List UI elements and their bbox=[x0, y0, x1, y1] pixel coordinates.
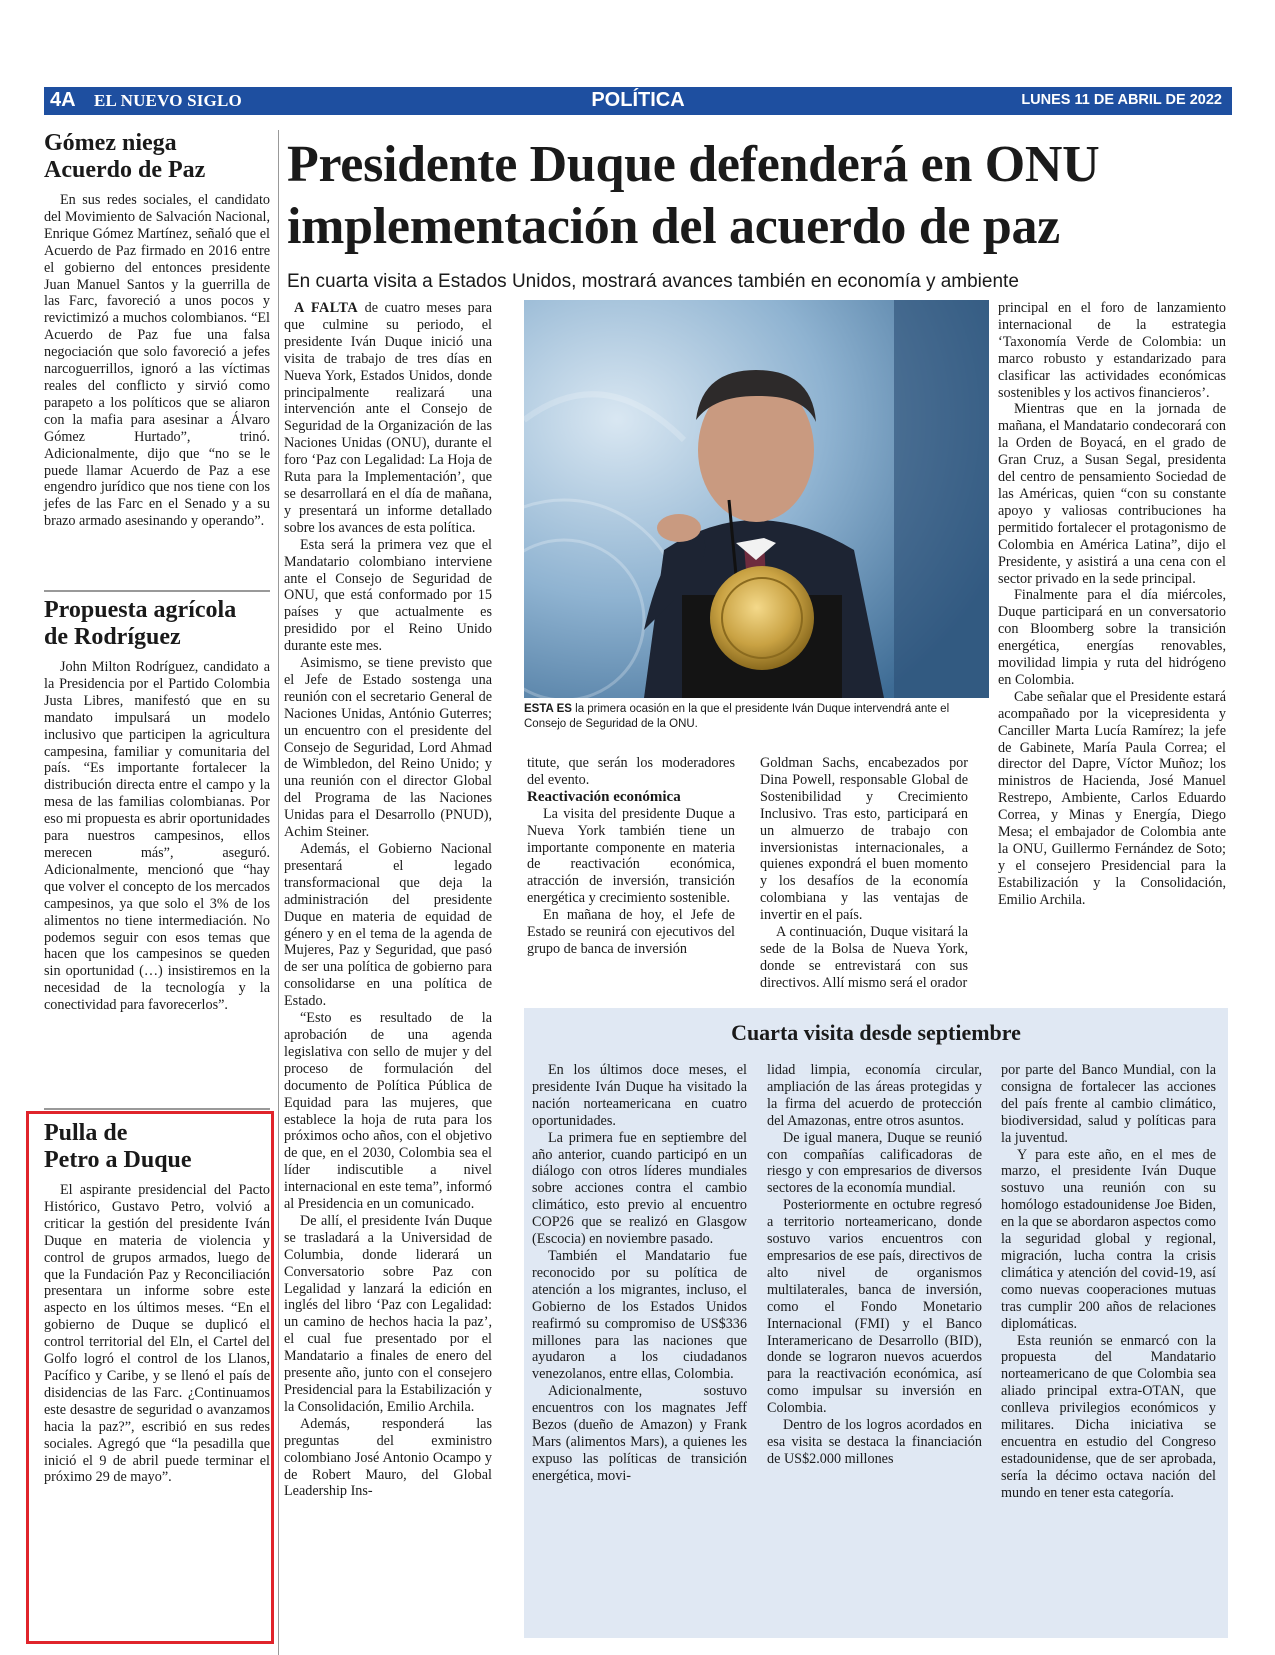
lead-in: A FALTA bbox=[294, 300, 359, 316]
box-column-2 bbox=[767, 1062, 982, 1468]
paragraph: lidad limpia, economía circular, ampliación de las áreas protegidas y la firma del acuerdo de protección del Amazonas, entre otros asuntos. bbox=[767, 1062, 982, 1129]
paragraph: Mientras que en la jornada de mañana, el Mandatario condecorará con la Orden de Boyacá, en el grado de Gran Cruz, a Susan Segal, presidenta del centro de pensamiento Sociedad de las Américas, quien “con su constante apoyo y valiosas contribuciones ha permitido fortalecer el protagonismo de Colombia en América Latina”, dijo el Presidente, y asistirá a una cena con el sector privado en la sede principal. bbox=[998, 401, 1226, 587]
sidebar-title-line: Petro a Duque bbox=[44, 1147, 192, 1173]
sidebar-body bbox=[44, 659, 270, 1014]
paragraph: De igual manera, Duque se reunió con compañías calificadoras de riesgo y con empresarios de diversos sectores de la economía mundial. bbox=[767, 1129, 982, 1197]
box-title: Cuarta visita desde septiembre bbox=[731, 1020, 1021, 1045]
paragraph: De allí, el presidente Iván Duque se trasladará a la Universidad de Columbia, donde liderará un Conversatorio sobre Paz con Legalidad y lanzará la edición en inglés del libro ‘Paz con Legalidad: un camino de hechos hacia la paz’, el cual fue presentado por el Mandatario a finales de enero del presente año, junto con el consejero Presidencial para la Estabilización y la Consolidación, Emilio Archila. bbox=[284, 1212, 492, 1415]
caption-lead: ESTA ES bbox=[524, 703, 572, 715]
paragraph: Asimismo, se tiene previsto que el Jefe de Estado sostenga una reunión con el secretario General de Naciones Unidas, António Guterres; un encuentro con el presidente del Consejo de Seguridad, Lord Ahmad de Wimbledon, del Reino Unido; y una reunión con el director Global del Programa de las Naciones Unidas para el Desarrollo (PNUD), Achim Steiner. bbox=[284, 655, 492, 841]
paragraph-text: de cuatro meses para que culmine su periodo, el presidente Iván Duque inició una visita de trabajo de tres días en Nueva York, Estados Unidos, donde principalmente realizará una intervención ante el Consejo de Seguridad de la Organización de las Naciones Unidas (ONU), durante el foro ‘Paz con Legalidad: La Hoja de Ruta para la Implementación’, que se desarrollará en el día de mañana, y presentará un informe detallado sobre los avances de esta política. bbox=[284, 300, 492, 536]
article-column-1 bbox=[284, 300, 492, 1500]
subheadline: En cuarta visita a Estados Unidos, mostrará avances también en economía y ambiente bbox=[287, 271, 1019, 292]
sidebar-title-line: Propuesta agrícola bbox=[44, 597, 237, 623]
paragraph bbox=[284, 300, 492, 537]
sidebar-box-fourth-visit bbox=[524, 1008, 1228, 1638]
sidebar-body bbox=[44, 192, 270, 530]
paragraph: En los últimos doce meses, el presidente Iván Duque ha visitado la nación norteamericana en cuatro oportunidades. bbox=[532, 1062, 747, 1129]
article-column-2 bbox=[527, 755, 735, 958]
paragraph: Dentro de los logros acordados en esa visita se destaca la financiación de US$2.000 millones bbox=[767, 1417, 982, 1467]
headline bbox=[287, 134, 1237, 258]
paragraph: Goldman Sachs, encabezados por Dina Powell, responsable Global de Sostenibilidad y Crecimiento Inclusivo. Tras esto, participará en un almuerzo de trabajo con inversionistas internacionales, a quienes expondrá el buen momento y los desafíos de la economía colombiana y las ventajas de invertir en el país. bbox=[760, 755, 968, 924]
headline-line: Presidente Duque defenderá en ONU bbox=[287, 136, 1100, 193]
sidebar-title-line: de Rodríguez bbox=[44, 624, 181, 650]
paragraph: La visita del presidente Duque a Nueva York también tiene un importante componente en materia de reactivación económica, atracción de inversión, transición energética y crecimiento sostenible. bbox=[527, 805, 735, 907]
paragraph: A continuación, Duque visitará la sede de la Bolsa de Nueva York, donde se entrevistará con sus directivos. Allí mismo será el orador bbox=[760, 924, 968, 991]
section-subhead: Reactivación económica bbox=[527, 788, 681, 805]
sidebar-title-line: Pulla de bbox=[44, 1120, 128, 1146]
paragraph: También el Mandatario fue reconocido por su política de atención a los migrantes, incluso, el Gobierno de los Estados Unidos reafirmó su compromiso de US$336 millones para las naciones que ayudaron a los ciudadanos venezolanos, entre ellas, Colombia. bbox=[532, 1247, 747, 1383]
photo-caption bbox=[524, 702, 989, 732]
paragraph: El aspirante presidencial del Pacto Histórico, Gustavo Petro, volvió a criticar la gestión del presidente Iván Duque en materia de violencia y control de grupos armados, luego de que la Fundación Paz y Reconciliación presentara un informe sobre este aspecto en los últimos meses. “En el gobierno de Duque se duplicó el control territorial del Eln, el Cartel del Golfo logró el control de los Llanos, Pacífico y Caribe, y se llenó el país de disidencias de las Farc. ¿Continuamos este desastre de seguridad o avanzamos hacia la paz?”, escribió en sus redes sociales. Agregó que “la pesadilla que inició el 9 de abril puede terminar el próximo 29 de mayo”. bbox=[44, 1182, 270, 1486]
paragraph: John Milton Rodríguez, candidato a la Presidencia por el Partido Colombia Justa Libres, manifestó que en su mandato impulsará un modelo inclusivo que participen la agricultura campesina, familiar y comunitaria del país. “Es importante fortalecer la distribución directa entre el campo y la mesa de las familias colombianas. Por eso mi propuesta es abrir oportunidades para nuestros campesinos, ellos merecen más”, aseguró. Adicionalmente, mencionó que “hay que volver el concepto de los mercados campesinos, ya que solo el 3% de los alimentos no tiene intermediación. No podemos seguir con esos temas que hacen que los campesinos se queden sin oportunidad (…) insistiremos en la necesidad de la tecnología y la conectividad para favorecerlos”. bbox=[44, 659, 270, 1014]
divider bbox=[44, 590, 270, 592]
paragraph: En sus redes sociales, el candidato del Movimiento de Salvación Nacional, Enrique Gómez Martínez, señaló que el Acuerdo de Paz firmado en 2016 entre el gobierno del entonces presidente Juan Manuel Santos y la guerrilla de las Farc, favoreció a unos pocos y revictimizó a muchos colombianos. “El Acuerdo de Paz fue una falsa negociación que solo favoreció a jefes narcoguerrillos, ignoró a las víctimas reales del conflicto y sirvió como parapeto a los políticos que se aliaron con la mafia para asesinar a Álvaro Gómez Hurtado”, trinó. Adicionalmente, dijo que “no se le puede llamar Acuerdo de Paz a ese engendro jurídico que nos tiene con los jefes de las Farc en el Senado y a su brazo armado asesinando y operando”. bbox=[44, 192, 270, 530]
paragraph: por parte del Banco Mundial, con la consigna de fortalecer las acciones del país frente al cambio climático, biodiversidad, salud y políticas para la juventud. bbox=[1001, 1062, 1216, 1146]
paragraph: En mañana de hoy, el Jefe de Estado se reunirá con ejecutivos del grupo de banca de inversión bbox=[527, 907, 735, 957]
page-number: 4A bbox=[50, 89, 76, 111]
box-column-3 bbox=[1001, 1062, 1216, 1502]
article-column-3 bbox=[760, 755, 968, 992]
paragraph: “Esto es resultado de la aprobación de una agenda legislativa con sello de mujer y del proceso de formulación del documento de Política Pública de Equidad para las mujeres, que establece la hoja de ruta para los próximos ocho años, con el objetivo de que, en el 2030, Colombia sea el líder indiscutible a nivel internacional en este tema”, informó al Presidencia en un comunicado. bbox=[284, 1010, 492, 1213]
paragraph: La primera fue en septiembre del año anterior, cuando participó en un diálogo con otros líderes mundiales sobre acciones contra el cambio climático, esto previo al encuentro COP26 que se realizó en Glasgow (Escocia) en noviembre pasado. bbox=[532, 1129, 747, 1248]
paragraph: Además, responderá las preguntas del exministro colombiano José Antonio Ocampo y de Robert Mauro, del Global Leadership Ins- bbox=[284, 1415, 492, 1500]
paragraph: Además, el Gobierno Nacional presentará el legado transformacional que deja la administración del presidente Duque en materia de equidad de género y en el tema de la agenda de Mujeres, Paz y Seguridad, que pasó de ser una política de gobierno para consolidarse en una política de Estado. bbox=[284, 841, 492, 1010]
issue-date: LUNES 11 DE ABRIL DE 2022 bbox=[1021, 92, 1222, 108]
divider bbox=[44, 1108, 270, 1110]
sidebar-title bbox=[44, 1120, 270, 1174]
duque-speaking-photo bbox=[524, 300, 989, 698]
paragraph: Y para este año, en el mes de marzo, el presidente Iván Duque sostuvo una reunión con su homólogo estadounidense Joe Biden, en la que se abordaron aspectos como la seguridad global y regional, migración, lucha contra la crisis climática y atención del covid-19, así como nuevas cooperaciones mutuas tras cumplir 200 años de relaciones diplomáticas. bbox=[1001, 1146, 1216, 1332]
paragraph: Finalmente para el día miércoles, Duque participará en un conversatorio con Bloomberg sobre la transición energética, energías renovables, movilidad limpia y ruta del hidrógeno en Colombia. bbox=[998, 587, 1226, 688]
sidebar-title bbox=[44, 130, 270, 184]
paragraph: Cabe señalar que el Presidente estará acompañado por la vicepresidenta y Canciller Marta Lucía Ramírez; la jefe de Gabinete, María Paula Correa; el director del Dapre, Víctor Muñoz; los ministros de Hacienda, José Manuel Restrepo, Ambiente, Carlos Eduardo Correa, y Minas y Energía, Diego Mesa; el embajador de Colombia ante la ONU, Guillermo Fernández de Soto; y el consejero Presidencial para la Estabilización y la Consolidación, Emilio Archila. bbox=[998, 688, 1226, 908]
paragraph: titute, que serán los moderadores del evento. bbox=[527, 755, 735, 788]
sidebar-story-rodriguez bbox=[44, 597, 270, 1014]
sidebar-story-gomez bbox=[44, 130, 270, 530]
sidebar-title-line: Acuerdo de Paz bbox=[44, 157, 206, 183]
newspaper-name: EL NUEVO SIGLO bbox=[94, 91, 242, 110]
section-header-bar bbox=[44, 87, 1232, 115]
section-name: POLÍTICA bbox=[591, 89, 685, 111]
paragraph: Posteriormente en octubre regresó a territorio norteamericano, donde sostuvo varios encuentros con empresarios de ese país, directivos de alto nivel de organismos multilaterales, banca de inversión, como el Fondo Monetario Internacional (FMI) y el Banco Interamericano de Desarrollo (BID), donde se lograron nuevos acuerdos para la reactivación económica, así como impulsar su inversión en Colombia. bbox=[767, 1197, 982, 1417]
article-photo bbox=[524, 300, 989, 698]
box-column-1 bbox=[532, 1062, 747, 1485]
paragraph: Adicionalmente, sostuvo encuentros con los magnates Jeff Bezos (dueño de Amazon) y Frank Mars (alimentos Mars), a quienes les expuso las políticas de transición energética, movi- bbox=[532, 1383, 747, 1484]
sidebar-title-line: Gómez niega bbox=[44, 130, 177, 156]
paragraph: principal en el foro de lanzamiento internacional de la estrategia ‘Taxonomía Verde de Colombia: un marco robusto y estandarizado para clasificar las actividades económicas sostenibles y los activos financieros’. bbox=[998, 300, 1226, 401]
paragraph: Esta será la primera vez que el Mandatario colombiano interviene ante el Consejo de Seguridad de ONU, que está conformado por 15 países y que actualmente es presidido por el Reino Unido durante este mes. bbox=[284, 536, 492, 655]
headline-line: implementación del acuerdo de paz bbox=[287, 198, 1060, 255]
column-divider bbox=[278, 130, 279, 1655]
paragraph: Esta reunión se enmarcó con la propuesta del Mandatario norteamericano de que Colombia sea aliado principal extra-OTAN, que conlleva privilegios económicos y militares. Dicha iniciativa se encuentra en estudio del Congreso estadounidense, que de ser aprobada, sería la décimo octava nación del mundo en tener esta categoría. bbox=[1001, 1332, 1216, 1501]
article-column-4 bbox=[998, 300, 1226, 909]
sidebar-story-petro bbox=[44, 1120, 270, 1486]
sidebar-body bbox=[44, 1182, 270, 1486]
caption-text: la primera ocasión en la que el presidente Iván Duque intervendrá ante el Consejo de Seguridad de la ONU. bbox=[524, 703, 950, 730]
sidebar-title bbox=[44, 597, 270, 651]
